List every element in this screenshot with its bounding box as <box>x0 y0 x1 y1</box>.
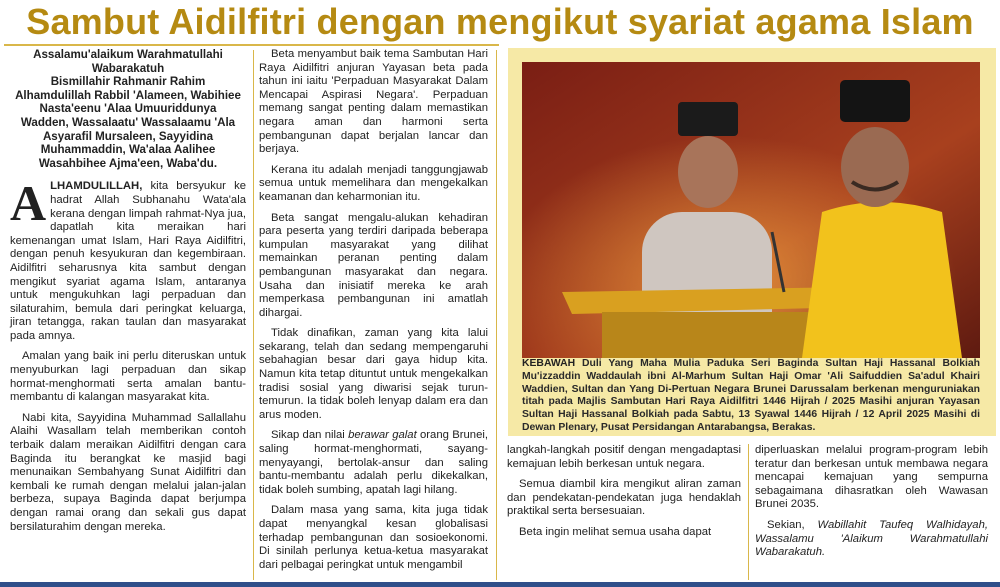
lead-bold-word: LHAMDULILLAH, <box>50 180 143 193</box>
text-span: Sekian, <box>767 518 818 531</box>
salutation-line: Asyarafil Mursaleen, Sayyidina <box>42 129 214 143</box>
caption-text: Duli Yang Maha Mulia Paduka Seri Baginda Sultan Haji Hassanal Bolkiah Mu'izzaddin Waddaulah ibni Al-Marhum Sultan Haji Omar 'Ali Saifuddien Sa'adul Khairi Waddien, Sultan dan Yang Di-Pertuan Negara Brunei Darussalam berkenan menguruniakan titah pada Majlis Sambutan Hari Raya Aidilfitri 1446 Hijrah / 2025 Masihi anjuran Yayasan Sultan Haji Hassanal Bolkiah pada Sabtu, 13 Syawal 1446 Hijrah / 12 April 2025 Masihi di Dewan Plenary, Pusat Persidangan Antarabangsa, Berakas. <box>522 358 980 433</box>
text-span: Sikap dan nilai <box>271 429 349 442</box>
salutation-line: Wasahbihee Ajma'een, Waba'du. <box>38 156 218 170</box>
paragraph: langkah-langkah positif dengan mengadaptasi kemajuan lebih berkesan untuk negara. <box>507 444 741 470</box>
paragraph: Semua diambil kira mengikut aliran zaman dan pendekatan-pendekatan juga hendaklah praktikal serta bersesuaian. <box>507 478 741 518</box>
paragraph: Beta ingin melihat semua usaha dapat <box>519 525 712 538</box>
photo-caption-box <box>508 48 996 436</box>
column-divider <box>496 50 497 580</box>
lead-text: kita bersyukur ke hadrat Allah Subhanahu Wata'ala kerana dengan limpah rahmat-Nya jua, dapatlah kita meraikan hari kemenangan umat Islam, Hari Raya Aidilfitri, dengan penuh kesyukuran dan kegembiraan. Aidilfitri seharusnya kita sambut dengan mengikut syariat agama Islam, antaranya untuk mengukuhkan lagi perpaduan dan silaturahim, bemula dari peringkat keluarga, jiran tetangga, rakan taulan dan masyarakat pada amnya. <box>10 180 246 342</box>
headline-rule-left <box>4 44 499 46</box>
paragraph: Amalan yang baik ini perlu diteruskan untuk menyuburkan lagi perpaduan dan sikap hormat-menghormati serta amalan bantu-membantu di kalangan masyarakat kita. <box>10 350 246 404</box>
paragraph: diperluaskan melalui program-program lebih teratur dan berkesan untuk membawa negara mencapai kemajuan yang sempurna sebagaimana dihasratkan oleh Wawasan Brunei 2035. <box>755 444 988 511</box>
text-span: orang Brunei, saling hormat-menghormati, sayang-menyayangi, bertolak-ansur dan saling bantu-membantu adalah perlu dikekalkan, tidak boleh sumbing, apatah lagi hilang. <box>259 429 489 496</box>
column-2 <box>259 48 488 579</box>
salutation-line: Wabarakatuh <box>91 61 165 75</box>
article-headline: Sambut Aidilfitri dengan mengikut syariat agama Islam <box>26 1 974 42</box>
salutation-block <box>10 48 246 170</box>
paragraph: Dalam masa yang sama, kita juga tidak dapat menyangkal kesan globalisasi terhadap pembangunan dan sosioekonomi. Di sinilah perlunya ketua-ketua masyarakat dari pelbagai peringkat untuk mengambil <box>259 504 488 571</box>
column-divider <box>748 444 749 580</box>
salutation-line: Alhamdulillah Rabbil 'Alameen, Wabihiee <box>15 88 241 102</box>
paragraph: Kerana itu adalah menjadi tanggungjawab semua untuk memelihara dan mengekalkan keamanan dan keharmonian itu. <box>259 163 488 203</box>
bottom-bar <box>0 582 1000 587</box>
salutation-line: Muhammaddin, Wa'alaa Aalihee <box>40 143 216 157</box>
paragraph: Nabi kita, Sayyidina Muhammad Sallallahu Alaihi Wasallam telah memberikan contoh terbaik dalam meraikan Aidilfitri dengan cara Baginda itu berangkat ke masjid bagi menunaikan Sembahyang Sunat Aidilfitri dan kembali ke rumah dengan melalui jalan-jalan berbeza, supaya Baginda dapat berjumpa dengan ramai orang dan sekali gus dapat bersilaturahim dengan mereka. <box>10 411 246 533</box>
caption-keyword: KEBAWAH <box>522 358 576 369</box>
salutation-line: Nasta'eenu 'Alaa Umuuriddunya <box>39 102 217 116</box>
italic-term: berawar galat <box>348 429 417 442</box>
salutation-line: Bismillahir Rahmanir Rahim <box>50 75 206 89</box>
paragraph: Beta menyambut baik tema Sambutan Hari Raya Aidilfitri anjuran Yayasan beta pada tahun ini iaitu 'Perpaduan Masyarakat Dalam Mencapai Aspirasi Negara'. Perpaduan memang sangat penting dalam memastikan negara aman dan harmoni serta pembangunan dapat berjalan lancar dan berjaya. <box>259 48 488 156</box>
lead-paragraph <box>10 175 246 343</box>
salutation-line: Wadden, Wassalaatu' Wassalaamu 'Ala <box>20 115 236 129</box>
drop-cap: A <box>10 175 47 232</box>
paragraph <box>755 519 988 560</box>
salutation-line: Assalamu'alaikum Warahmatullahi <box>33 48 223 61</box>
paragraph: Beta sangat mengalu-alukan kehadiran para peserta yang terdiri daripada beberapa kumpulan masyarakat yang dilihat memainkan peranan penting dalam pembangunan masyarakat dan negara. Usaha dan inisiatif mereka ke arah memperkasa pembangunan ini amatlah dihargai. <box>259 211 488 319</box>
sultan-speech-photo <box>522 62 980 358</box>
paragraph <box>259 429 488 497</box>
photo-caption <box>522 358 980 435</box>
column-1 <box>10 48 246 541</box>
paragraph: Tidak dinafikan, zaman yang kita lalui sekarang, telah dan sedang mempengaruhi sebahagian besar dari gaya hidup kita. Namun kita tetap dituntut untuk mengekalkan tradisi sosial yang diwarisi sejak turun-temurun. Ia tidak boleh lenyap dalam era dan arus moden. <box>259 327 488 421</box>
column-divider <box>253 50 254 580</box>
column-4 <box>755 444 988 567</box>
italic-closing: Wabillahit Taufeq Walhidayah, Wassalamu 'Alaikum Warahmatullahi Wabarakatuh. <box>755 518 988 559</box>
column-3 <box>507 444 741 547</box>
photo-illustration <box>522 62 980 358</box>
